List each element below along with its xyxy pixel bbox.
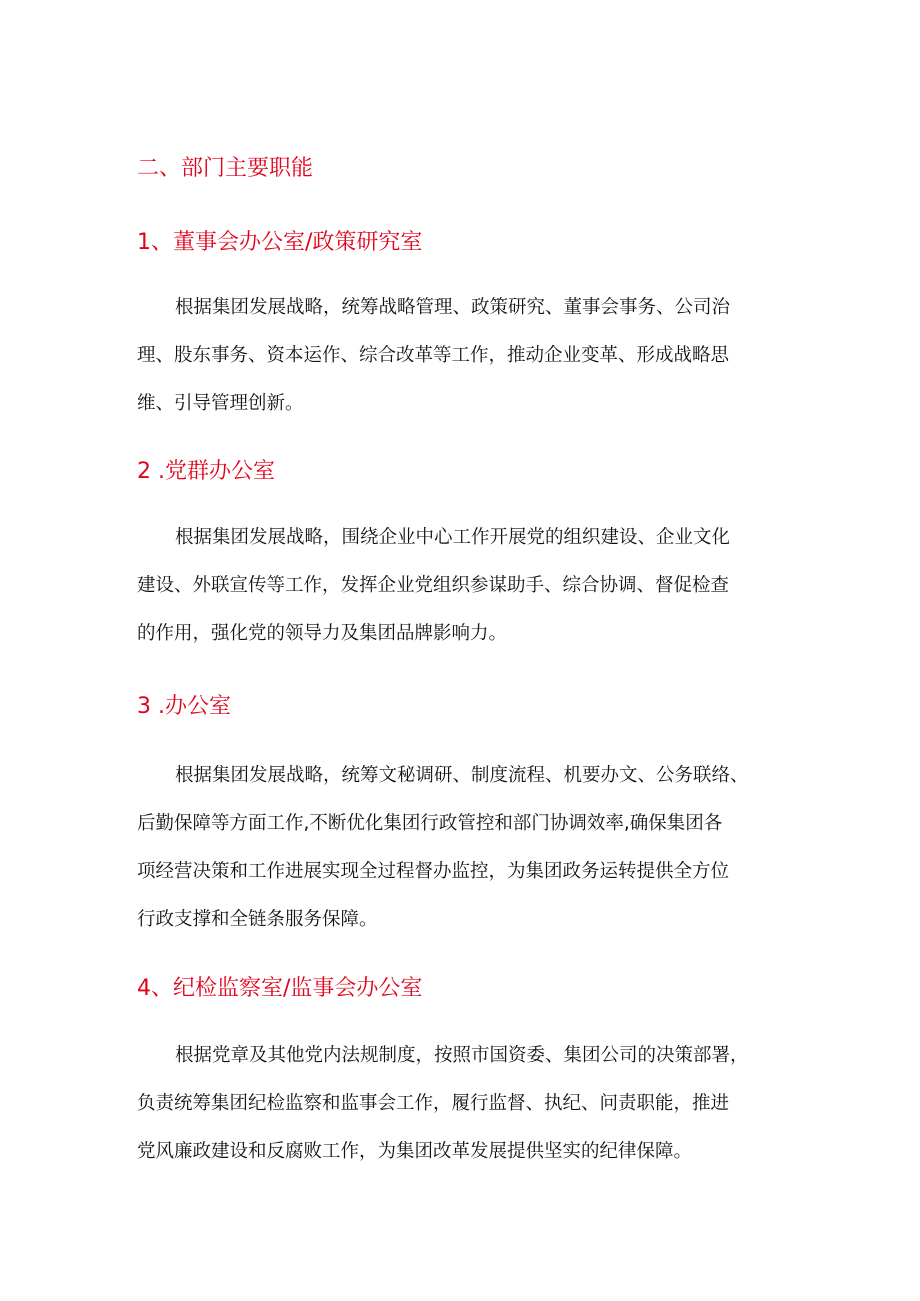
paragraph-line: 建设、外联宣传等工作，发挥企业党组织参谋助手、综合协调、督促检查 <box>137 575 730 596</box>
paragraph-line: 项经营决策和工作进展实现全过程督办监控，为集团政务运转提供全方位 <box>137 861 730 882</box>
dept-heading-general-office: 3 .办公室 <box>137 694 231 719</box>
paragraph-line: 根据集团发展战略，统筹战略管理、政策研究、董事会事务、公司治 <box>175 297 731 318</box>
dept-heading-party-office: 2 .党群办公室 <box>137 459 275 484</box>
paragraph-line: 党风廉政建设和反腐败工作，为集团改革发展提供坚实的纪律保障。 <box>137 1141 693 1162</box>
dept-desc-discipline-office <box>137 1032 787 1176</box>
dept-heading-discipline-office: 4、纪检监察室/监事会办公室 <box>137 976 423 1001</box>
paragraph-line: 维、引导管理创新。 <box>137 393 304 414</box>
paragraph-line: 的作用，强化党的领导力及集团品牌影响力。 <box>137 623 508 644</box>
paragraph-line: 负责统筹集团纪检监察和监事会工作，履行监督、执纪、问责职能，推进 <box>137 1093 730 1114</box>
paragraph-line: 行政支撑和全链条服务保障。 <box>137 909 378 930</box>
dept-desc-general-office <box>137 752 787 944</box>
dept-heading-board-office: 1、董事会办公室/政策研究室 <box>137 230 423 255</box>
dept-desc-party-office <box>137 514 787 658</box>
section-title: 二、部门主要职能 <box>137 156 314 181</box>
paragraph-line: 根据集团发展战略，统筹文秘调研、制度流程、机要办文、公务联络、 <box>175 765 749 786</box>
paragraph-line: 根据集团发展战略，围绕企业中心工作开展党的组织建设、企业文化 <box>175 527 731 548</box>
paragraph-line: 后勤保障等方面工作,不断优化集团行政管控和部门协调效率,确保集团各 <box>137 813 723 834</box>
paragraph-line: 理、股东事务、资本运作、综合改革等工作，推动企业变革、形成战略思 <box>137 345 730 366</box>
paragraph-line: 根据党章及其他党内法规制度，按照市国资委、集团公司的决策部署， <box>175 1045 749 1066</box>
dept-desc-board-office <box>137 284 787 428</box>
